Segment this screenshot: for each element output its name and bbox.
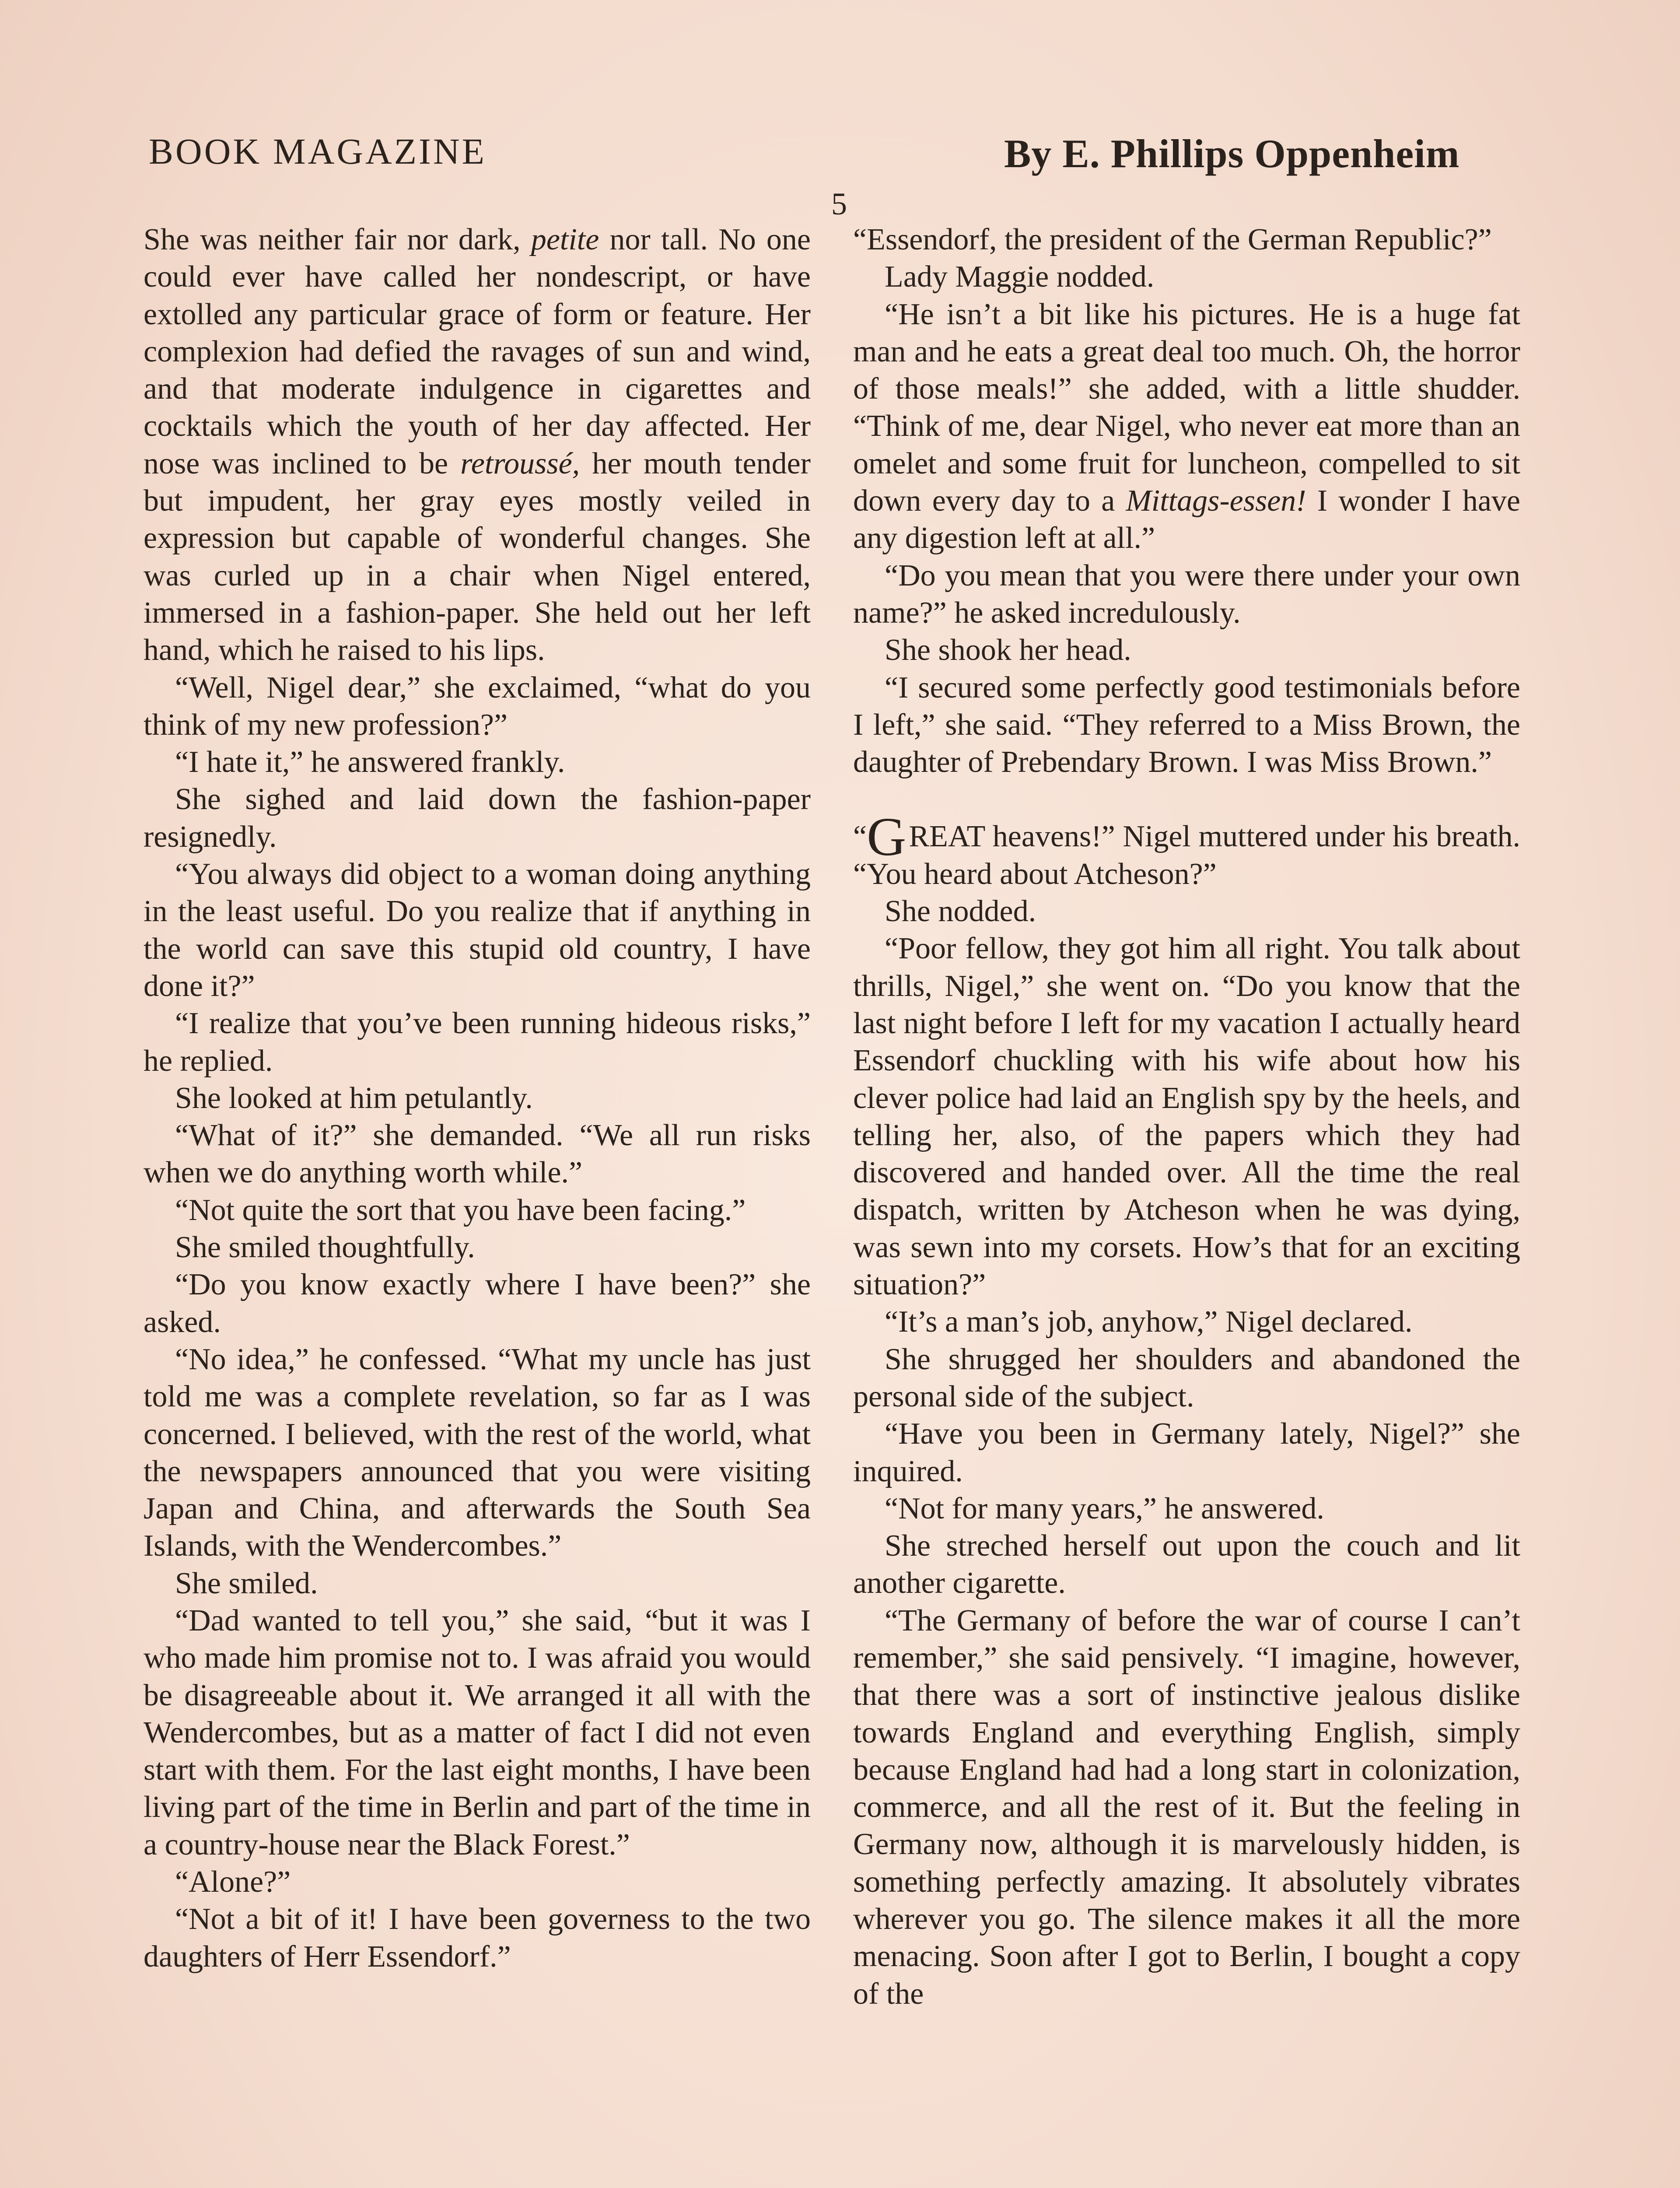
paragraph: She shrugged her shoulders and abandoned the personal side of the subject.: [853, 1342, 1520, 1413]
paragraph: She looked at him petulantly.: [175, 1081, 533, 1115]
paragraph: “He isn’t a bit like his pictures. He is a huge fat man and he eats a great deal too much. Oh, the horror of those meals!” she added, with a little shudder. “Think of me, dear Nigel, who never eat more than an omelet and some fruit for luncheon, compelled to sit down every day to a Mittags-essen! I wonder I have any digestion left at all.”: [853, 297, 1520, 555]
paragraph: “I secured some perfectly good testimonials before I left,” she said. “They referred to a Miss Brown, the daughter of Prebendary Brown. I was Miss Brown.”: [853, 670, 1520, 779]
paragraph: She nodded.: [885, 894, 1036, 929]
paragraph: “Dad wanted to tell you,” she said, “but it was I who made him promise not to. I was afraid you would be disagreeable about it. We arranged it all with the Wendercombes, but as a matter of fact I did not even start with them. For the last eight months, I have been living part of the time in Berlin and part of the time in a country-house near the Black Forest.”: [144, 1603, 811, 1862]
paragraph: “Well, Nigel dear,” she exclaimed, “what do you think of my new profession?”: [144, 670, 811, 742]
paragraph: “Alone?”: [175, 1865, 291, 1899]
publication-title: BOOK MAGAZINE: [149, 131, 486, 172]
paragraph: “It’s a man’s job, anyhow,” Nigel declared.: [885, 1305, 1413, 1339]
paragraph: “No idea,” he confessed. “What my uncle has just told me was a complete revelation, so far as I was concerned. I believed, with the rest of the world, what the newspapers announced that you were visiting Japan and China, and afterwards the South Sea Islands, with the Wendercombes.”: [144, 1342, 811, 1563]
paragraph: “The Germany of before the war of course I can’t remember,” she said pensively. “I imagine, however, that there was a sort of instinctive jealous dislike towards England and everything English, simply because England had had a long start in colonization, commerce, and all the rest of it. But the feeling in Germany now, although it is marvelously hidden, is something perfectly amazing. It absolutely vibrates wherever you go. The silence makes it all the more menacing. Soon after I got to Berlin, I bought a copy of the: [853, 1603, 1520, 2011]
paragraph: “Not for many years,” he answered.: [885, 1491, 1324, 1525]
paragraph: “Poor fellow, they got him all right. You talk about thrills, Nigel,” she went on. “Do you know that the last night before I left for my vacation I actually heard Essendorf chuckling with his wife about how his clever police had laid an English spy by the heels, and telling her, also, of the papers which they had discovered and handed over. All the time the real dispatch, written by Atcheson when he was dying, was sewn into my corsets. How’s that for an exciting situation?”: [853, 932, 1520, 1302]
drop-cap-letter: G: [867, 807, 906, 868]
author-byline: By E. Phillips Oppenheim: [1004, 131, 1460, 176]
paragraph: She smiled thoughtfully.: [175, 1231, 475, 1265]
paragraph: “What of it?” she demanded. “We all run risks when we do anything worth while.”: [144, 1119, 811, 1190]
paragraph: “Do you mean that you were there under your own name?” he asked incredulously.: [853, 558, 1520, 630]
left-text-column: [144, 221, 811, 1975]
paragraph: She smiled.: [175, 1566, 318, 1600]
paragraph: She sighed and laid down the fashion-paper resignedly.: [144, 782, 811, 854]
page-number: 5: [831, 186, 847, 221]
paragraph: “I hate it,” he answered frankly.: [175, 745, 565, 779]
paragraph: “Do you know exactly where I have been?” she asked.: [144, 1268, 811, 1339]
drop-cap-paragraph: “GREAT heavens!” Nigel muttered under his breath. “You heard about Atcheson?”: [853, 807, 1520, 891]
paragraph: “Not a bit of it! I have been governess to the two daughters of Herr Essendorf.”: [144, 1902, 811, 1974]
paragraph: She was neither fair nor dark, petite nor tall. No one could ever have called her nondescript, or have extolled any particular grace of form or feature. Her complexion had defied the ravages of sun and wind, and that moderate indulgence in cigarettes and cocktails which the youth of her day affected. Her nose was inclined to be retroussé, her mouth tender but impudent, her gray eyes mostly veiled in expression but capable of wonderful changes. She was curled up in a chair when Nigel entered, immersed in a fashion-paper. She held out her left hand, which he raised to his lips.: [144, 223, 811, 667]
paragraph: “Have you been in Germany lately, Nigel?” she inquired.: [853, 1417, 1520, 1488]
paragraph: “Essendorf, the president of the German Republic?”: [853, 223, 1492, 256]
paragraph: “Not quite the sort that you have been facing.”: [175, 1193, 746, 1227]
right-text-column: [853, 221, 1520, 2013]
paragraph: “I realize that you’ve been running hideous risks,” he replied.: [144, 1006, 811, 1078]
paragraph: “You always did object to a woman doing anything in the least useful. Do you realize that if anything in the world can save this stupid old country, I have done it?”: [144, 857, 811, 1003]
paragraph: She shook her head.: [885, 633, 1131, 667]
paragraph: Lady Maggie nodded.: [885, 260, 1155, 294]
paragraph: She streched herself out upon the couch and lit another cigarette.: [853, 1529, 1520, 1600]
